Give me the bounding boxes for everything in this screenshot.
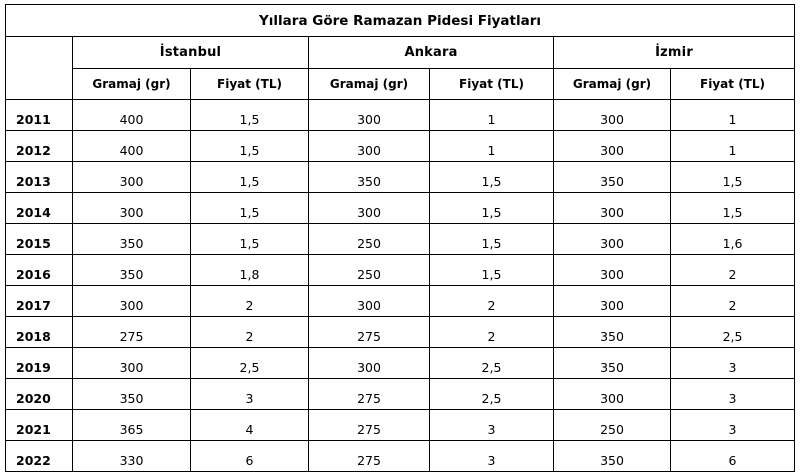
istanbul-price-cell: 3	[191, 379, 309, 410]
year-cell: 2013	[6, 162, 73, 193]
year-cell: 2017	[6, 286, 73, 317]
izmir-weight-cell: 300	[554, 100, 671, 131]
subheader-price: Fiyat (TL)	[191, 69, 309, 100]
izmir-price-cell: 3	[671, 348, 795, 379]
izmir-weight-cell: 300	[554, 379, 671, 410]
year-cell: 2016	[6, 255, 73, 286]
ankara-weight-cell: 300	[309, 348, 430, 379]
year-cell: 2021	[6, 410, 73, 441]
city-header-istanbul: İstanbul	[73, 37, 309, 69]
istanbul-price-cell: 2,5	[191, 348, 309, 379]
table-row	[6, 317, 795, 348]
year-cell: 2015	[6, 224, 73, 255]
subheader-weight: Gramaj (gr)	[73, 69, 191, 100]
table-row	[6, 255, 795, 286]
izmir-weight-cell: 300	[554, 286, 671, 317]
izmir-weight-cell: 300	[554, 131, 671, 162]
ankara-price-cell: 1,5	[430, 255, 554, 286]
table-row	[6, 162, 795, 193]
ankara-price-cell: 2	[430, 286, 554, 317]
year-cell: 2014	[6, 193, 73, 224]
subheader-price: Fiyat (TL)	[671, 69, 795, 100]
table-row	[6, 441, 795, 472]
subheader-weight: Gramaj (gr)	[554, 69, 671, 100]
istanbul-price-cell: 1,8	[191, 255, 309, 286]
ankara-price-cell: 1,5	[430, 193, 554, 224]
istanbul-weight-cell: 400	[73, 100, 191, 131]
izmir-price-cell: 1	[671, 131, 795, 162]
istanbul-weight-cell: 350	[73, 379, 191, 410]
ankara-weight-cell: 250	[309, 255, 430, 286]
istanbul-weight-cell: 300	[73, 193, 191, 224]
ankara-weight-cell: 300	[309, 100, 430, 131]
city-header-izmir: İzmir	[554, 37, 795, 69]
table-row	[6, 410, 795, 441]
ankara-price-cell: 2	[430, 317, 554, 348]
istanbul-weight-cell: 300	[73, 286, 191, 317]
istanbul-price-cell: 1,5	[191, 224, 309, 255]
izmir-price-cell: 2,5	[671, 317, 795, 348]
ankara-weight-cell: 300	[309, 131, 430, 162]
izmir-weight-cell: 300	[554, 255, 671, 286]
izmir-weight-cell: 250	[554, 410, 671, 441]
table-row	[6, 348, 795, 379]
izmir-price-cell: 3	[671, 410, 795, 441]
izmir-price-cell: 1,5	[671, 193, 795, 224]
istanbul-weight-cell: 365	[73, 410, 191, 441]
izmir-weight-cell: 350	[554, 317, 671, 348]
year-cell: 2018	[6, 317, 73, 348]
table-row	[6, 193, 795, 224]
izmir-weight-cell: 350	[554, 162, 671, 193]
istanbul-weight-cell: 350	[73, 224, 191, 255]
istanbul-price-cell: 4	[191, 410, 309, 441]
table-body	[6, 100, 795, 472]
ankara-price-cell: 2,5	[430, 379, 554, 410]
izmir-weight-cell: 350	[554, 348, 671, 379]
subheader-weight: Gramaj (gr)	[309, 69, 430, 100]
ankara-price-cell: 1	[430, 100, 554, 131]
izmir-price-cell: 3	[671, 379, 795, 410]
istanbul-price-cell: 6	[191, 441, 309, 472]
istanbul-price-cell: 2	[191, 317, 309, 348]
ankara-weight-cell: 350	[309, 162, 430, 193]
izmir-weight-cell: 300	[554, 193, 671, 224]
table-row	[6, 100, 795, 131]
izmir-weight-cell: 300	[554, 224, 671, 255]
year-cell: 2012	[6, 131, 73, 162]
year-cell: 2022	[6, 441, 73, 472]
ankara-weight-cell: 300	[309, 193, 430, 224]
city-header-ankara: Ankara	[309, 37, 554, 69]
table-title: Yıllara Göre Ramazan Pidesi Fiyatları	[6, 5, 795, 37]
ankara-price-cell: 1	[430, 131, 554, 162]
istanbul-weight-cell: 350	[73, 255, 191, 286]
ankara-price-cell: 1,5	[430, 162, 554, 193]
izmir-price-cell: 6	[671, 441, 795, 472]
corner-cell	[6, 37, 73, 100]
ankara-weight-cell: 275	[309, 379, 430, 410]
price-table	[5, 4, 795, 472]
year-cell: 2020	[6, 379, 73, 410]
year-cell: 2019	[6, 348, 73, 379]
istanbul-weight-cell: 400	[73, 131, 191, 162]
ankara-weight-cell: 250	[309, 224, 430, 255]
ankara-price-cell: 2,5	[430, 348, 554, 379]
izmir-price-cell: 1,6	[671, 224, 795, 255]
ankara-weight-cell: 300	[309, 286, 430, 317]
izmir-weight-cell: 350	[554, 441, 671, 472]
izmir-price-cell: 2	[671, 286, 795, 317]
table-row	[6, 286, 795, 317]
subheader-price: Fiyat (TL)	[430, 69, 554, 100]
ankara-weight-cell: 275	[309, 441, 430, 472]
table-row	[6, 379, 795, 410]
istanbul-price-cell: 1,5	[191, 100, 309, 131]
table-row	[6, 131, 795, 162]
istanbul-weight-cell: 300	[73, 348, 191, 379]
izmir-price-cell: 2	[671, 255, 795, 286]
ankara-price-cell: 3	[430, 441, 554, 472]
istanbul-weight-cell: 330	[73, 441, 191, 472]
price-table-container	[5, 4, 795, 472]
istanbul-weight-cell: 300	[73, 162, 191, 193]
izmir-price-cell: 1	[671, 100, 795, 131]
istanbul-price-cell: 2	[191, 286, 309, 317]
istanbul-weight-cell: 275	[73, 317, 191, 348]
izmir-price-cell: 1,5	[671, 162, 795, 193]
ankara-price-cell: 1,5	[430, 224, 554, 255]
ankara-weight-cell: 275	[309, 317, 430, 348]
year-cell: 2011	[6, 100, 73, 131]
istanbul-price-cell: 1,5	[191, 131, 309, 162]
istanbul-price-cell: 1,5	[191, 162, 309, 193]
ankara-weight-cell: 275	[309, 410, 430, 441]
ankara-price-cell: 3	[430, 410, 554, 441]
istanbul-price-cell: 1,5	[191, 193, 309, 224]
table-row	[6, 224, 795, 255]
